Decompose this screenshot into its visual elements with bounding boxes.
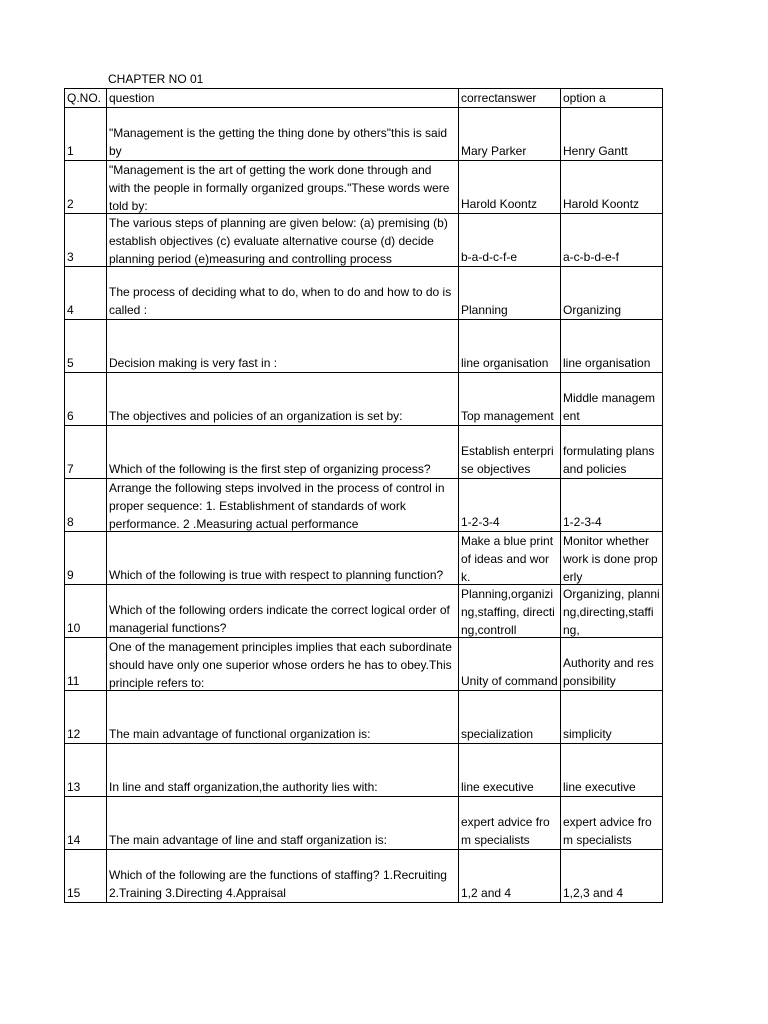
sheet-title: CHAPTER NO 01 — [108, 72, 204, 86]
correct-answer: Make a blue print of ideas and work. — [459, 532, 561, 585]
option-a: Authority and responsibility — [561, 638, 663, 691]
question-text: Which of the following are the functions of staffing? 1.Recruiting 2.Training 3.Directing 4.Appraisal — [107, 850, 459, 903]
question-number: 11 — [65, 638, 107, 691]
correct-answer: Unity of command — [459, 638, 561, 691]
table-row — [65, 320, 663, 373]
question-number: 12 — [65, 691, 107, 744]
correct-answer: Planning,organizing,staffing, directing,controll — [459, 585, 561, 638]
correct-answer: Planning — [459, 267, 561, 320]
table-row — [65, 585, 663, 638]
option-a: formulating plans and policies — [561, 426, 663, 479]
option-a: Middle management — [561, 373, 663, 426]
question-text: The objectives and policies of an organization is set by: — [107, 373, 459, 426]
question-text: Which of the following orders indicate the correct logical order of managerial functions? — [107, 585, 459, 638]
table-row — [65, 479, 663, 532]
table-row — [65, 373, 663, 426]
question-number: 7 — [65, 426, 107, 479]
option-a: a-c-b-d-e-f — [561, 214, 663, 267]
question-text: The main advantage of line and staff organization is: — [107, 797, 459, 850]
correct-answer: Top management — [459, 373, 561, 426]
question-text: "Management is the art of getting the work done through and with the people in formally organized groups."These words were told by: — [107, 161, 459, 214]
header-qno: Q.NO. — [65, 89, 107, 108]
option-a: Organizing, planning,directing,staffing, — [561, 585, 663, 638]
question-number: 4 — [65, 267, 107, 320]
table-row — [65, 214, 663, 267]
question-number: 10 — [65, 585, 107, 638]
question-number: 13 — [65, 744, 107, 797]
question-text: Which of the following is the first step of organizing process? — [107, 426, 459, 479]
correct-answer: Mary Parker — [459, 108, 561, 161]
questions-table — [64, 88, 663, 903]
header-row — [65, 89, 663, 108]
correct-answer: line organisation — [459, 320, 561, 373]
question-text: Decision making is very fast in : — [107, 320, 459, 373]
question-text: The main advantage of functional organization is: — [107, 691, 459, 744]
option-a: line executive — [561, 744, 663, 797]
correct-answer: 1-2-3-4 — [459, 479, 561, 532]
table-row — [65, 267, 663, 320]
table-row — [65, 850, 663, 903]
question-number: 2 — [65, 161, 107, 214]
correct-answer: b-a-d-c-f-e — [459, 214, 561, 267]
question-text: Arrange the following steps involved in the process of control in proper sequence: 1. Establishment of standards of work performance. 2 .Measuring actual performance — [107, 479, 459, 532]
question-number: 15 — [65, 850, 107, 903]
question-number: 1 — [65, 108, 107, 161]
table-row — [65, 744, 663, 797]
question-text: The various steps of planning are given below: (a) premising (b) establish objectives (c) evaluate alternative course (d) decide planning period (e)measuring and controlling process — [107, 214, 459, 267]
option-a: Henry Gantt — [561, 108, 663, 161]
question-text: Which of the following is true with respect to planning function? — [107, 532, 459, 585]
option-a: line organisation — [561, 320, 663, 373]
table-row — [65, 638, 663, 691]
question-text: "Management is the getting the thing done by others"this is said by — [107, 108, 459, 161]
option-a: Organizing — [561, 267, 663, 320]
option-a: 1,2,3 and 4 — [561, 850, 663, 903]
option-a: Monitor whether work is done properly — [561, 532, 663, 585]
correct-answer: specialization — [459, 691, 561, 744]
header-option-a: option a — [561, 89, 663, 108]
option-a: Harold Koontz — [561, 161, 663, 214]
question-number: 3 — [65, 214, 107, 267]
question-number: 6 — [65, 373, 107, 426]
table-row — [65, 161, 663, 214]
table-row — [65, 691, 663, 744]
question-text: One of the management principles implies that each subordinate should have only one superior whose orders he has to obey.This principle refers to: — [107, 638, 459, 691]
table-row — [65, 532, 663, 585]
header-correct-answer: correctanswer — [459, 89, 561, 108]
correct-answer: expert advice from specialists — [459, 797, 561, 850]
table-row — [65, 426, 663, 479]
correct-answer: Harold Koontz — [459, 161, 561, 214]
option-a: simplicity — [561, 691, 663, 744]
table-row — [65, 108, 663, 161]
option-a: expert advice from specialists — [561, 797, 663, 850]
question-number: 8 — [65, 479, 107, 532]
table-row — [65, 797, 663, 850]
option-a: 1-2-3-4 — [561, 479, 663, 532]
question-number: 9 — [65, 532, 107, 585]
header-question: question — [107, 89, 459, 108]
question-number: 5 — [65, 320, 107, 373]
correct-answer: line executive — [459, 744, 561, 797]
question-number: 14 — [65, 797, 107, 850]
question-text: The process of deciding what to do, when to do and how to do is called : — [107, 267, 459, 320]
correct-answer: 1,2 and 4 — [459, 850, 561, 903]
question-text: In line and staff organization,the authority lies with: — [107, 744, 459, 797]
correct-answer: Establish enterprise objectives — [459, 426, 561, 479]
